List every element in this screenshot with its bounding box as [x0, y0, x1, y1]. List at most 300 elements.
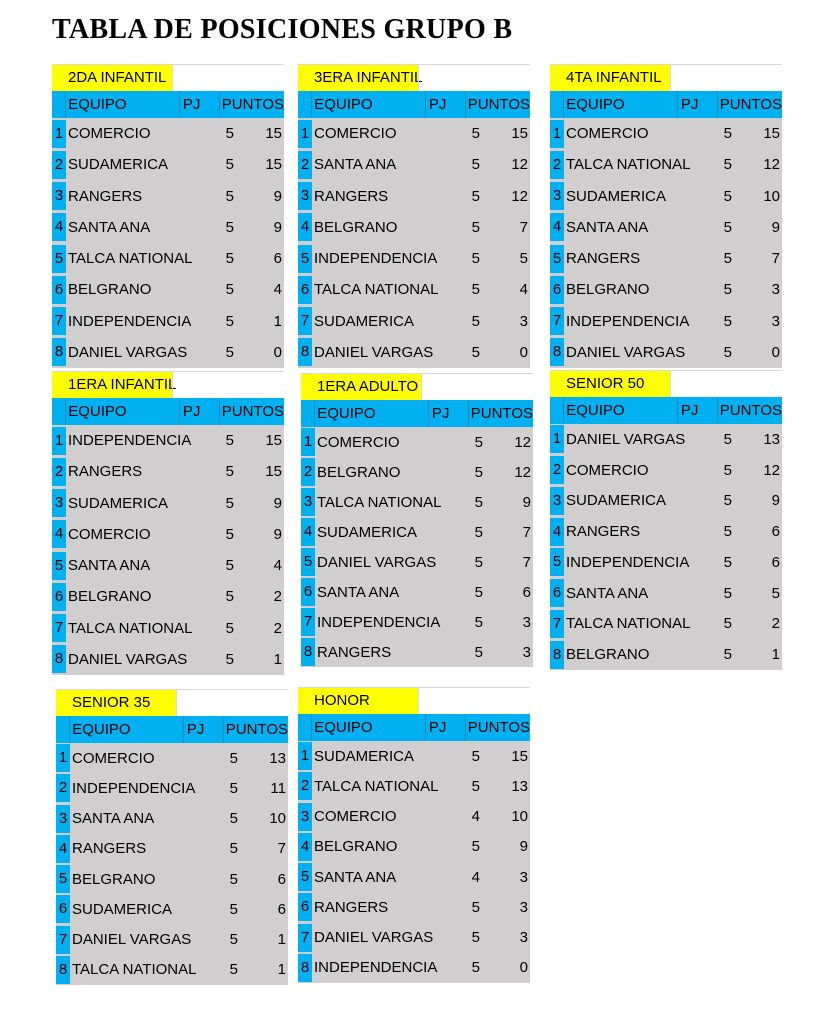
row-team: RANGERS	[317, 643, 392, 661]
row-points: 12	[514, 463, 531, 481]
row-points: 9	[273, 187, 282, 205]
row-points: 0	[519, 343, 528, 361]
row-position: 8	[298, 338, 312, 366]
table-row	[301, 608, 533, 636]
caption-spacer	[670, 65, 782, 91]
row-team: INDEPENDENCIA	[72, 779, 196, 797]
table-row	[52, 151, 284, 179]
row-team: INDEPENDENCIA	[566, 312, 690, 330]
row-position: 5	[52, 245, 66, 273]
row-team: COMERCIO	[68, 125, 151, 143]
table-row	[298, 276, 530, 304]
standings-table-4ta-infantil	[550, 64, 782, 368]
row-position: 2	[301, 458, 315, 486]
row-points: 4	[273, 281, 282, 299]
standings-table-1era-infantil	[52, 371, 284, 675]
header-position-cell	[301, 400, 314, 427]
table-row	[52, 307, 284, 335]
row-points: 12	[514, 433, 531, 451]
row-pj: 5	[471, 898, 480, 916]
row-pj: 4	[471, 808, 480, 826]
table-row	[298, 182, 530, 210]
table-row	[52, 182, 284, 210]
row-pj: 5	[229, 749, 238, 767]
row-points: 2	[273, 588, 282, 606]
row-points: 1	[273, 312, 282, 330]
row-pj: 5	[474, 433, 483, 451]
row-points: 15	[511, 747, 528, 765]
row-position: 1	[52, 427, 66, 455]
row-points: 7	[771, 250, 780, 268]
table-header-row	[56, 716, 288, 743]
table-row	[298, 245, 530, 273]
row-position: 1	[298, 742, 312, 770]
row-team: DANIEL VARGAS	[68, 650, 188, 668]
header-position-cell	[52, 91, 65, 118]
row-points: 15	[511, 125, 528, 143]
row-pj: 5	[474, 463, 483, 481]
row-team: COMERCIO	[72, 749, 155, 767]
row-pj: 5	[225, 312, 234, 330]
table-caption-row	[52, 64, 284, 91]
table-row	[301, 518, 533, 546]
row-points: 0	[273, 343, 282, 361]
row-team: RANGERS	[72, 840, 147, 858]
table-body	[550, 118, 782, 368]
row-team: SUDAMERICA	[72, 900, 173, 918]
table-row	[550, 276, 782, 304]
row-points: 4	[519, 281, 528, 299]
row-pj: 5	[474, 643, 483, 661]
row-pj: 5	[723, 312, 732, 330]
row-points: 7	[519, 218, 528, 236]
standings-table-senior-35	[56, 689, 288, 985]
table-body-wrap	[298, 741, 530, 983]
header-pj: PJ	[677, 397, 717, 424]
row-position: 2	[56, 774, 70, 802]
row-points: 5	[519, 250, 528, 268]
row-pj: 5	[225, 650, 234, 668]
row-pj: 5	[723, 492, 732, 510]
table-row	[550, 579, 782, 607]
row-position: 2	[52, 458, 66, 486]
table-body	[56, 743, 288, 985]
row-team: DANIEL VARGAS	[314, 343, 434, 361]
table-caption-row	[550, 370, 782, 397]
table-row	[298, 893, 530, 921]
row-pj: 5	[229, 779, 238, 797]
row-points: 6	[277, 900, 286, 918]
row-pj: 5	[723, 553, 732, 571]
row-team: BELGRANO	[68, 281, 152, 299]
row-position: 3	[298, 182, 312, 210]
row-points: 4	[273, 557, 282, 575]
row-team: INDEPENDENCIA	[314, 959, 438, 977]
row-points: 13	[511, 777, 528, 795]
header-points: PUNTOS	[468, 400, 533, 427]
row-team: RANGERS	[68, 187, 143, 205]
row-points: 7	[522, 553, 531, 571]
header-pj: PJ	[428, 400, 468, 427]
table-body	[298, 741, 530, 983]
row-team: RANGERS	[314, 187, 389, 205]
row-team: SANTA ANA	[68, 218, 151, 236]
row-position: 6	[52, 583, 66, 611]
row-position: 7	[301, 608, 315, 636]
row-team: BELGRANO	[566, 281, 650, 299]
row-pj: 5	[225, 125, 234, 143]
header-position-cell	[550, 91, 563, 118]
row-team: DANIEL VARGAS	[314, 929, 434, 947]
row-points: 9	[771, 218, 780, 236]
category-label: 2DA INFANTIL	[52, 65, 172, 91]
row-pj: 5	[225, 588, 234, 606]
row-points: 0	[519, 959, 528, 977]
header-pj: PJ	[425, 91, 465, 118]
row-pj: 5	[471, 187, 480, 205]
row-team: TALCA NATIONAL	[314, 777, 439, 795]
row-pj: 5	[723, 461, 732, 479]
row-position: 8	[550, 641, 564, 669]
row-points: 3	[519, 929, 528, 947]
row-position: 5	[298, 863, 312, 891]
row-position: 4	[301, 518, 315, 546]
row-position: 1	[298, 120, 312, 148]
row-pj: 5	[723, 343, 732, 361]
category-label: SENIOR 50	[550, 371, 670, 397]
table-row	[52, 245, 284, 273]
row-points: 2	[273, 619, 282, 637]
row-position: 8	[298, 954, 312, 982]
row-pj: 5	[723, 430, 732, 448]
table-header-row	[52, 91, 284, 118]
row-points: 2	[771, 615, 780, 633]
table-body-wrap	[52, 118, 284, 368]
row-position: 2	[298, 772, 312, 800]
row-points: 12	[511, 187, 528, 205]
row-team: RANGERS	[566, 523, 641, 541]
row-position: 6	[52, 276, 66, 304]
row-pj: 5	[229, 810, 238, 828]
table-row	[56, 895, 288, 923]
row-pj: 5	[471, 125, 480, 143]
row-team: INDEPENDENCIA	[68, 312, 192, 330]
row-position: 3	[52, 489, 66, 517]
row-position: 3	[298, 803, 312, 831]
table-row	[550, 120, 782, 148]
row-pj: 5	[723, 250, 732, 268]
table-row	[301, 488, 533, 516]
row-pj: 5	[471, 343, 480, 361]
table-row	[298, 863, 530, 891]
row-pj: 5	[723, 281, 732, 299]
row-team: SANTA ANA	[317, 583, 400, 601]
table-row	[56, 926, 288, 954]
row-pj: 5	[723, 156, 732, 174]
row-position: 7	[56, 926, 70, 954]
table-row	[52, 489, 284, 517]
standings-table-senior-50	[550, 370, 782, 670]
row-position: 7	[52, 614, 66, 642]
row-points: 6	[771, 553, 780, 571]
table-body	[298, 118, 530, 368]
header-pj: PJ	[677, 91, 717, 118]
table-row	[550, 245, 782, 273]
row-position: 4	[550, 213, 564, 241]
row-team: SUDAMERICA	[317, 523, 418, 541]
row-pj: 5	[471, 250, 480, 268]
row-points: 6	[277, 870, 286, 888]
table-row	[298, 307, 530, 335]
header-points: PUNTOS	[219, 91, 284, 118]
row-team: INDEPENDENCIA	[566, 553, 690, 571]
row-team: TALCA NATIONAL	[566, 615, 691, 633]
row-pj: 5	[723, 584, 732, 602]
table-caption-row	[301, 373, 533, 400]
row-points: 15	[763, 125, 780, 143]
table-row	[550, 425, 782, 453]
header-pj: PJ	[179, 398, 219, 425]
row-position: 1	[550, 120, 564, 148]
row-points: 9	[771, 492, 780, 510]
row-points: 10	[763, 187, 780, 205]
row-points: 9	[522, 493, 531, 511]
row-points: 9	[273, 218, 282, 236]
table-row	[550, 641, 782, 669]
table-caption-row	[298, 687, 530, 714]
table-row	[298, 213, 530, 241]
table-row	[550, 182, 782, 210]
row-pj: 5	[229, 961, 238, 979]
table-caption-row	[52, 371, 284, 398]
header-pj: PJ	[179, 91, 219, 118]
row-team: SANTA ANA	[68, 557, 151, 575]
table-caption-row	[56, 689, 288, 716]
row-team: TALCA NATIONAL	[566, 156, 691, 174]
row-position: 5	[52, 552, 66, 580]
row-pj: 4	[471, 868, 480, 886]
row-team: TALCA NATIONAL	[314, 281, 439, 299]
row-position: 1	[550, 425, 564, 453]
table-body-wrap	[550, 424, 782, 670]
header-team: EQUIPO	[314, 400, 428, 427]
row-position: 8	[550, 338, 564, 366]
table-row	[52, 213, 284, 241]
row-position: 2	[298, 151, 312, 179]
row-team: SUDAMERICA	[314, 312, 415, 330]
table-row	[52, 276, 284, 304]
table-row	[550, 338, 782, 366]
row-points: 1	[277, 931, 286, 949]
table-row	[550, 610, 782, 638]
table-header-row	[298, 714, 530, 741]
header-points: PUNTOS	[219, 398, 284, 425]
table-row	[301, 638, 533, 666]
row-points: 12	[763, 461, 780, 479]
table-body	[52, 118, 284, 368]
row-team: BELGRANO	[314, 218, 398, 236]
row-points: 15	[265, 432, 282, 450]
row-pj: 5	[225, 463, 234, 481]
row-position: 6	[550, 276, 564, 304]
standings-table-honor	[298, 687, 530, 983]
row-points: 6	[273, 250, 282, 268]
table-row	[56, 835, 288, 863]
table-row	[550, 518, 782, 546]
caption-spacer	[172, 65, 284, 91]
row-pj: 5	[723, 187, 732, 205]
row-team: BELGRANO	[72, 870, 156, 888]
table-row	[52, 645, 284, 673]
row-pj: 5	[471, 156, 480, 174]
row-pj: 5	[723, 125, 732, 143]
row-points: 15	[265, 463, 282, 481]
row-pj: 5	[225, 218, 234, 236]
row-pj: 5	[225, 343, 234, 361]
table-row	[550, 548, 782, 576]
row-position: 8	[56, 956, 70, 984]
header-team: EQUIPO	[563, 397, 677, 424]
table-row	[52, 458, 284, 486]
row-pj: 5	[471, 838, 480, 856]
row-position: 8	[52, 645, 66, 673]
row-pj: 5	[225, 525, 234, 543]
row-position: 3	[550, 182, 564, 210]
category-label: 1ERA ADULTO	[301, 374, 421, 400]
table-caption-row	[298, 64, 530, 91]
caption-spacer	[421, 374, 533, 400]
row-position: 2	[52, 151, 66, 179]
table-body-wrap	[298, 118, 530, 368]
row-position: 6	[301, 578, 315, 606]
table-row	[298, 954, 530, 982]
row-team: COMERCIO	[68, 525, 151, 543]
header-position-cell	[52, 398, 65, 425]
row-pj: 5	[225, 494, 234, 512]
header-team: EQUIPO	[311, 714, 425, 741]
row-pj: 5	[225, 250, 234, 268]
table-row	[301, 458, 533, 486]
header-points: PUNTOS	[465, 91, 530, 118]
row-team: SUDAMERICA	[314, 747, 415, 765]
row-pj: 5	[225, 432, 234, 450]
table-row	[301, 578, 533, 606]
header-team: EQUIPO	[311, 91, 425, 118]
row-position: 5	[298, 245, 312, 273]
row-points: 15	[265, 125, 282, 143]
table-row	[52, 614, 284, 642]
category-label: 1ERA INFANTIL	[52, 372, 172, 398]
header-team: EQUIPO	[65, 398, 179, 425]
table-row	[550, 151, 782, 179]
table-row	[52, 552, 284, 580]
row-points: 3	[771, 312, 780, 330]
row-points: 1	[771, 646, 780, 664]
category-label: SENIOR 35	[56, 690, 176, 716]
row-team: BELGRANO	[68, 588, 152, 606]
row-pj: 5	[471, 312, 480, 330]
header-team: EQUIPO	[65, 91, 179, 118]
category-label: 3ERA INFANTIL	[298, 65, 418, 91]
header-points: PUNTOS	[465, 714, 530, 741]
row-pj: 5	[225, 619, 234, 637]
row-team: DANIEL VARGAS	[317, 553, 437, 571]
row-team: RANGERS	[314, 898, 389, 916]
caption-spacer	[172, 372, 284, 398]
row-position: 7	[550, 610, 564, 638]
row-position: 1	[301, 428, 315, 456]
header-pj: PJ	[183, 716, 223, 743]
row-pj: 5	[225, 187, 234, 205]
row-team: BELGRANO	[314, 838, 398, 856]
row-pj: 5	[474, 523, 483, 541]
row-points: 9	[273, 525, 282, 543]
table-row	[52, 427, 284, 455]
row-pj: 5	[229, 870, 238, 888]
row-pj: 5	[471, 218, 480, 236]
table-row	[52, 338, 284, 366]
row-points: 12	[763, 156, 780, 174]
table-row	[550, 307, 782, 335]
header-position-cell	[550, 397, 563, 424]
row-position: 7	[298, 307, 312, 335]
table-header-row	[301, 400, 533, 427]
row-pj: 5	[225, 156, 234, 174]
row-pj: 5	[723, 615, 732, 633]
row-points: 3	[522, 643, 531, 661]
header-points: PUNTOS	[717, 91, 782, 118]
table-header-row	[52, 398, 284, 425]
table-row	[52, 120, 284, 148]
row-team: COMERCIO	[566, 461, 649, 479]
row-position: 7	[298, 924, 312, 952]
row-team: TALCA NATIONAL	[317, 493, 442, 511]
header-team: EQUIPO	[563, 91, 677, 118]
row-pj: 5	[474, 583, 483, 601]
table-body	[550, 424, 782, 670]
header-points: PUNTOS	[717, 397, 782, 424]
row-position: 5	[301, 548, 315, 576]
row-position: 2	[550, 456, 564, 484]
row-points: 1	[277, 961, 286, 979]
table-row	[52, 520, 284, 548]
standings-table-1era-adulto	[301, 373, 533, 667]
row-position: 4	[52, 213, 66, 241]
row-team: DANIEL VARGAS	[566, 343, 686, 361]
row-points: 0	[771, 343, 780, 361]
table-row	[298, 772, 530, 800]
row-team: INDEPENDENCIA	[68, 432, 192, 450]
table-body-wrap	[550, 118, 782, 368]
row-position: 1	[52, 120, 66, 148]
caption-spacer	[418, 688, 530, 714]
caption-spacer	[418, 65, 530, 91]
row-team: COMERCIO	[314, 125, 397, 143]
row-pj: 5	[471, 747, 480, 765]
row-position: 4	[298, 833, 312, 861]
row-position: 4	[550, 518, 564, 546]
table-row	[301, 548, 533, 576]
row-points: 13	[763, 430, 780, 448]
row-team: TALCA NATIONAL	[68, 619, 193, 637]
table-row	[298, 803, 530, 831]
table-row	[550, 213, 782, 241]
page-title: TABLA DE POSICIONES GRUPO B	[52, 14, 513, 45]
table-body	[52, 425, 284, 675]
row-team: INDEPENDENCIA	[314, 250, 438, 268]
table-body-wrap	[56, 743, 288, 985]
row-position: 3	[56, 805, 70, 833]
